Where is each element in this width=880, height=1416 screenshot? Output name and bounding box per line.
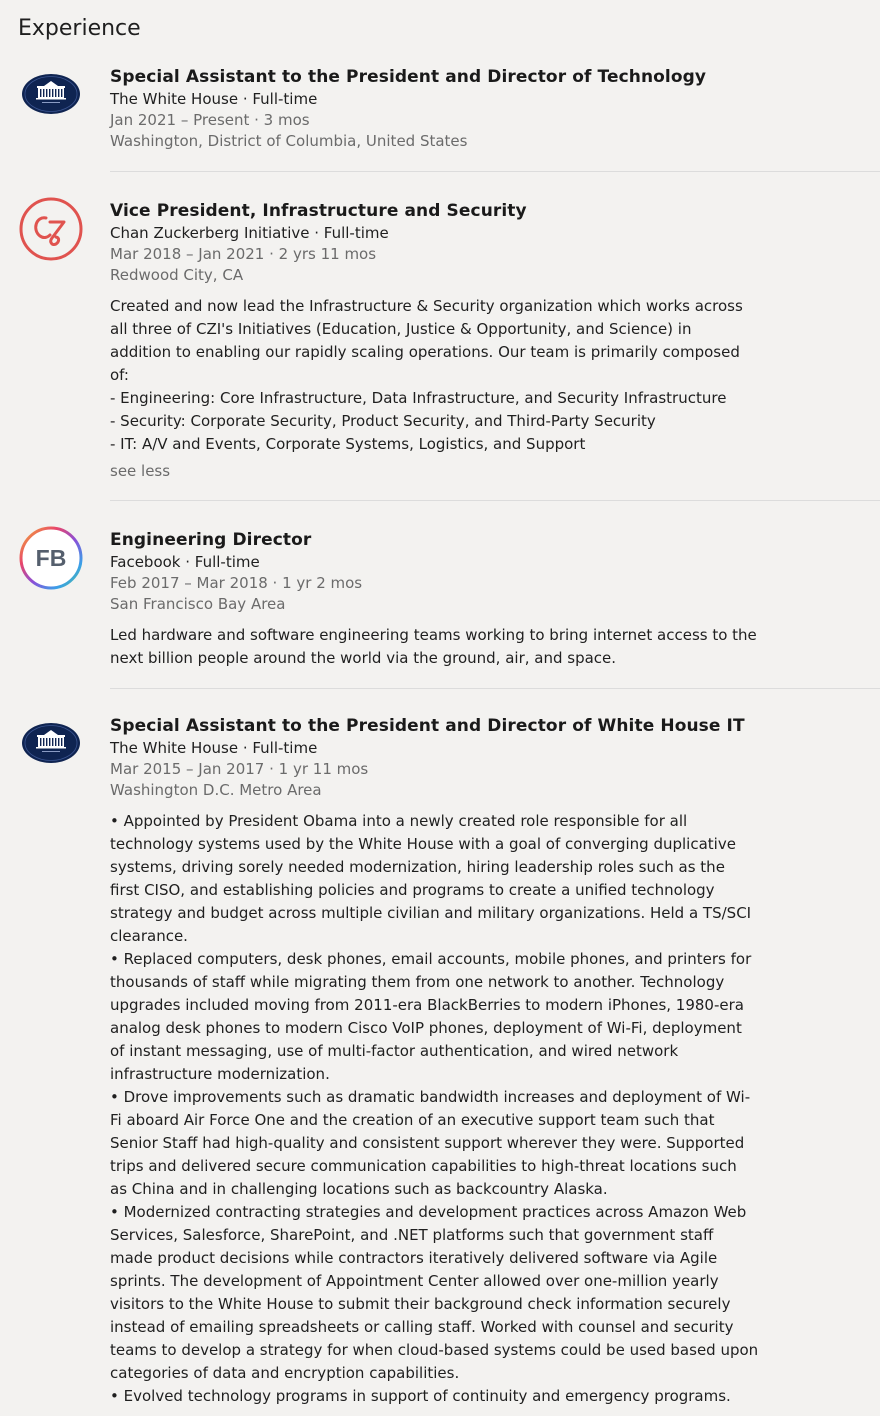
location: San Francisco Bay Area — [110, 594, 286, 613]
company-name[interactable]: The White House · Full-time — [110, 739, 318, 757]
job-description: Led hardware and software engineering teams working to bring internet access to the next billion people around the world via the ground, air, and space. — [110, 626, 757, 667]
divider — [110, 500, 880, 501]
location: Washington D.C. Metro Area — [110, 780, 322, 799]
job-title[interactable]: Engineering Director — [110, 530, 312, 550]
date-range: Mar 2018 – Jan 2021 · 2 yrs 11 mos — [110, 245, 377, 263]
divider — [110, 688, 880, 689]
location: Redwood City, CA — [110, 265, 244, 284]
date-range: Mar 2015 – Jan 2017 · 1 yr 11 mos — [110, 760, 369, 778]
job-description: Created and now lead the Infrastructure & Security organization which works across all three of CZI's Initiatives (Education, Justice & Opportunity, and Science) in addition to enabling our rapidly scaling operations. Our team is primarily composed of: - Engineering: Core Infrastructure, Data Infrastructure, and Security Infrastructure - Security: Corporate Security, Product Security, and Third-Party Security - IT: A/V and Events, Corporate Systems, Logistics, and Support — [110, 297, 743, 453]
divider — [110, 171, 880, 172]
see-less-button[interactable]: see less — [110, 462, 171, 480]
white-house-seal-icon[interactable] — [18, 72, 84, 138]
company-name[interactable]: The White House · Full-time — [110, 90, 318, 108]
white-house-seal-icon[interactable] — [18, 721, 84, 787]
section-title: Experience — [18, 16, 141, 41]
svg-text:FB: FB — [35, 545, 67, 571]
date-range: Feb 2017 – Mar 2018 · 1 yr 2 mos — [110, 574, 363, 592]
fb-logo-icon[interactable] — [18, 525, 84, 591]
date-range: Jan 2021 – Present · 3 mos — [110, 111, 310, 129]
job-title[interactable]: Special Assistant to the President and Director of White House IT — [110, 716, 745, 736]
job-description: • Appointed by President Obama into a newly created role responsible for all technology systems used by the White House with a goal of converging duplicative systems, driving sorely needed modernization, hiring leadership roles such as the first CISO, and establishing policies and programs to create a unified technology strategy and budget across multiple civilian and military organizations. Held a TS/SCI clearance. • Replaced computers, desk phones, email accounts, mobile phones, and printers for thousands of staff while migrating them from one network to another. Technology upgrades included moving from 2011-era BlackBerries to modern iPhones, 1980-era analog desk phones to modern Cisco VoIP phones, deployment of Wi-Fi, deployment of instant messaging, use of multi-factor authentication, and wired network infrastructure modernization. • Drove improvements such as dramatic bandwidth increases and deployment of Wi- Fi aboard Air Force One and the creation of an executive support team such that Senior Staff had high-quality and consistent support wherever they were. Supported trips and delivered secure communication capabilities to high-threat locations such as China and in challenging locations such as backcountry Alaska. • Modernized contracting strategies and development practices across Amazon Web Services, Salesforce, SharePoint, and .NET platforms such that government staff made product decisions while contractors iteratively delivered software via Agile sprints. The development of Appointment Center allowed over one-million yearly visitors to the White House to submit their background check information securely instead of emailing spreadsheets or calling staff. Worked with counsel and security teams to develop a strategy for when cloud-based systems could be used based upon categories of data and encryption capabilities. • Evolved technology programs in support of continuity and emergency programs. — [110, 812, 759, 1405]
company-name[interactable]: Facebook · Full-time — [110, 553, 260, 571]
location: Washington, District of Columbia, United States — [110, 131, 468, 150]
czi-logo-icon[interactable] — [18, 196, 84, 262]
job-title[interactable]: Special Assistant to the President and Director of Technology — [110, 67, 707, 87]
company-name[interactable]: Chan Zuckerberg Initiative · Full-time — [110, 224, 389, 242]
job-title[interactable]: Vice President, Infrastructure and Security — [110, 201, 527, 221]
